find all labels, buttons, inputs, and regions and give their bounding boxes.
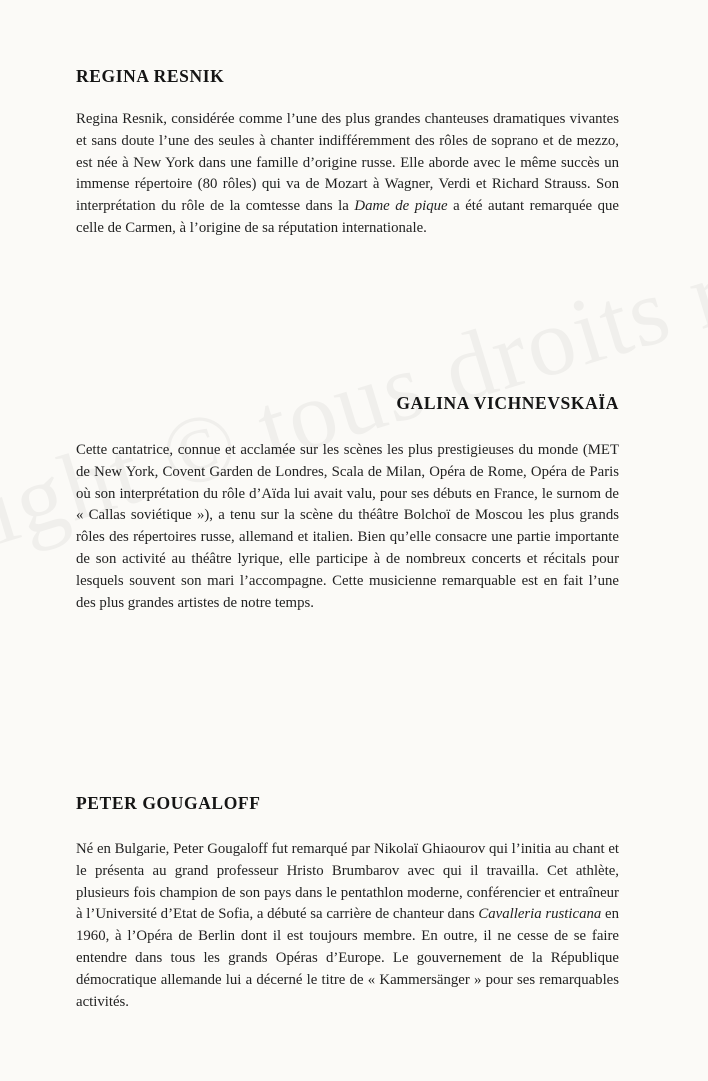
bio-galina-vichnevskaia — [76, 392, 619, 614]
bio-italic-title: Cavalleria rusticana — [478, 906, 602, 923]
bio-regina-resnik — [76, 65, 619, 240]
bio-paragraph — [76, 839, 619, 1013]
bio-paragraph: Cette cantatrice, connue et acclamée sur les scènes les plus prestigieuses du monde (MET de New York, Covent Garden de Londres, Scala de Milan, Opéra de Rome, Opéra de Paris où son interprétation du rôle d’Aïda lui avait valu, pour ses débuts en France, le surnom de « Callas soviétique »), a tenu sur la scène du théâtre Bolchoï de Moscou les plus grands rôles des répertoires russe, allemand et italien. Bien qu’elle consacre une partie importante de son activité au théâtre lyrique, elle participe à de nombreux concerts et récitals pour lesquels souvent son mari l’accompagne. Cette musicienne remarquable est en fait l’une des plus grandes artistes de notre temps. — [76, 442, 619, 611]
bio-text-part: Regina Resnik, considérée comme l’une des plus grandes chanteuses dramatiques vivantes et sans doute l’une des seules à chanter indifféremment des rôles de soprano et de mezzo, est née à New York dans une famille d’origine russe. Elle aborde avec le même succès un immense répertoire (80 rôles) qui va de Mozart à Wagner, Verdi et Richard Strauss. Son interprétation du rôle de la comtesse dans la — [76, 111, 619, 215]
bio-heading: GALINA VICHNEVSKAÏA — [396, 393, 619, 413]
bio-italic-title: Dame de pique — [354, 198, 448, 215]
bio-text-part: a été autant remarquée que celle de Carmen, à l’origine de sa réputation internationale. — [76, 198, 620, 236]
bio-heading: PETER GOUGALOFF — [76, 793, 261, 813]
bio-heading: REGINA RESNIK — [76, 66, 225, 86]
bio-paragraph — [76, 109, 619, 240]
bio-text-part: en 1960, à l’Opéra de Berlin dont il est toujours membre. En outre, il ne cesse de se faire entendre dans tous les grands Opéras d’Europe. Le gouvernement de la République démocratique allemande lui a décerné le titre de « Kammersänger » pour ses remarquables activités. — [76, 906, 619, 1010]
bio-text-part: Né en Bulgarie, Peter Gougaloff fut remarqué par Nikolaï Ghiaourov qui l’initia au chant et le présenta au grand professeur Hristo Brumbarov avec qui il travailla. Cet athlète, plusieurs fois champion de son pays dans le pentathlon moderne, conférencier et entraîneur à l’Université d’Etat de Sofia, a débuté sa carrière de chanteur dans — [76, 841, 619, 923]
bio-peter-gougaloff — [76, 792, 619, 1013]
